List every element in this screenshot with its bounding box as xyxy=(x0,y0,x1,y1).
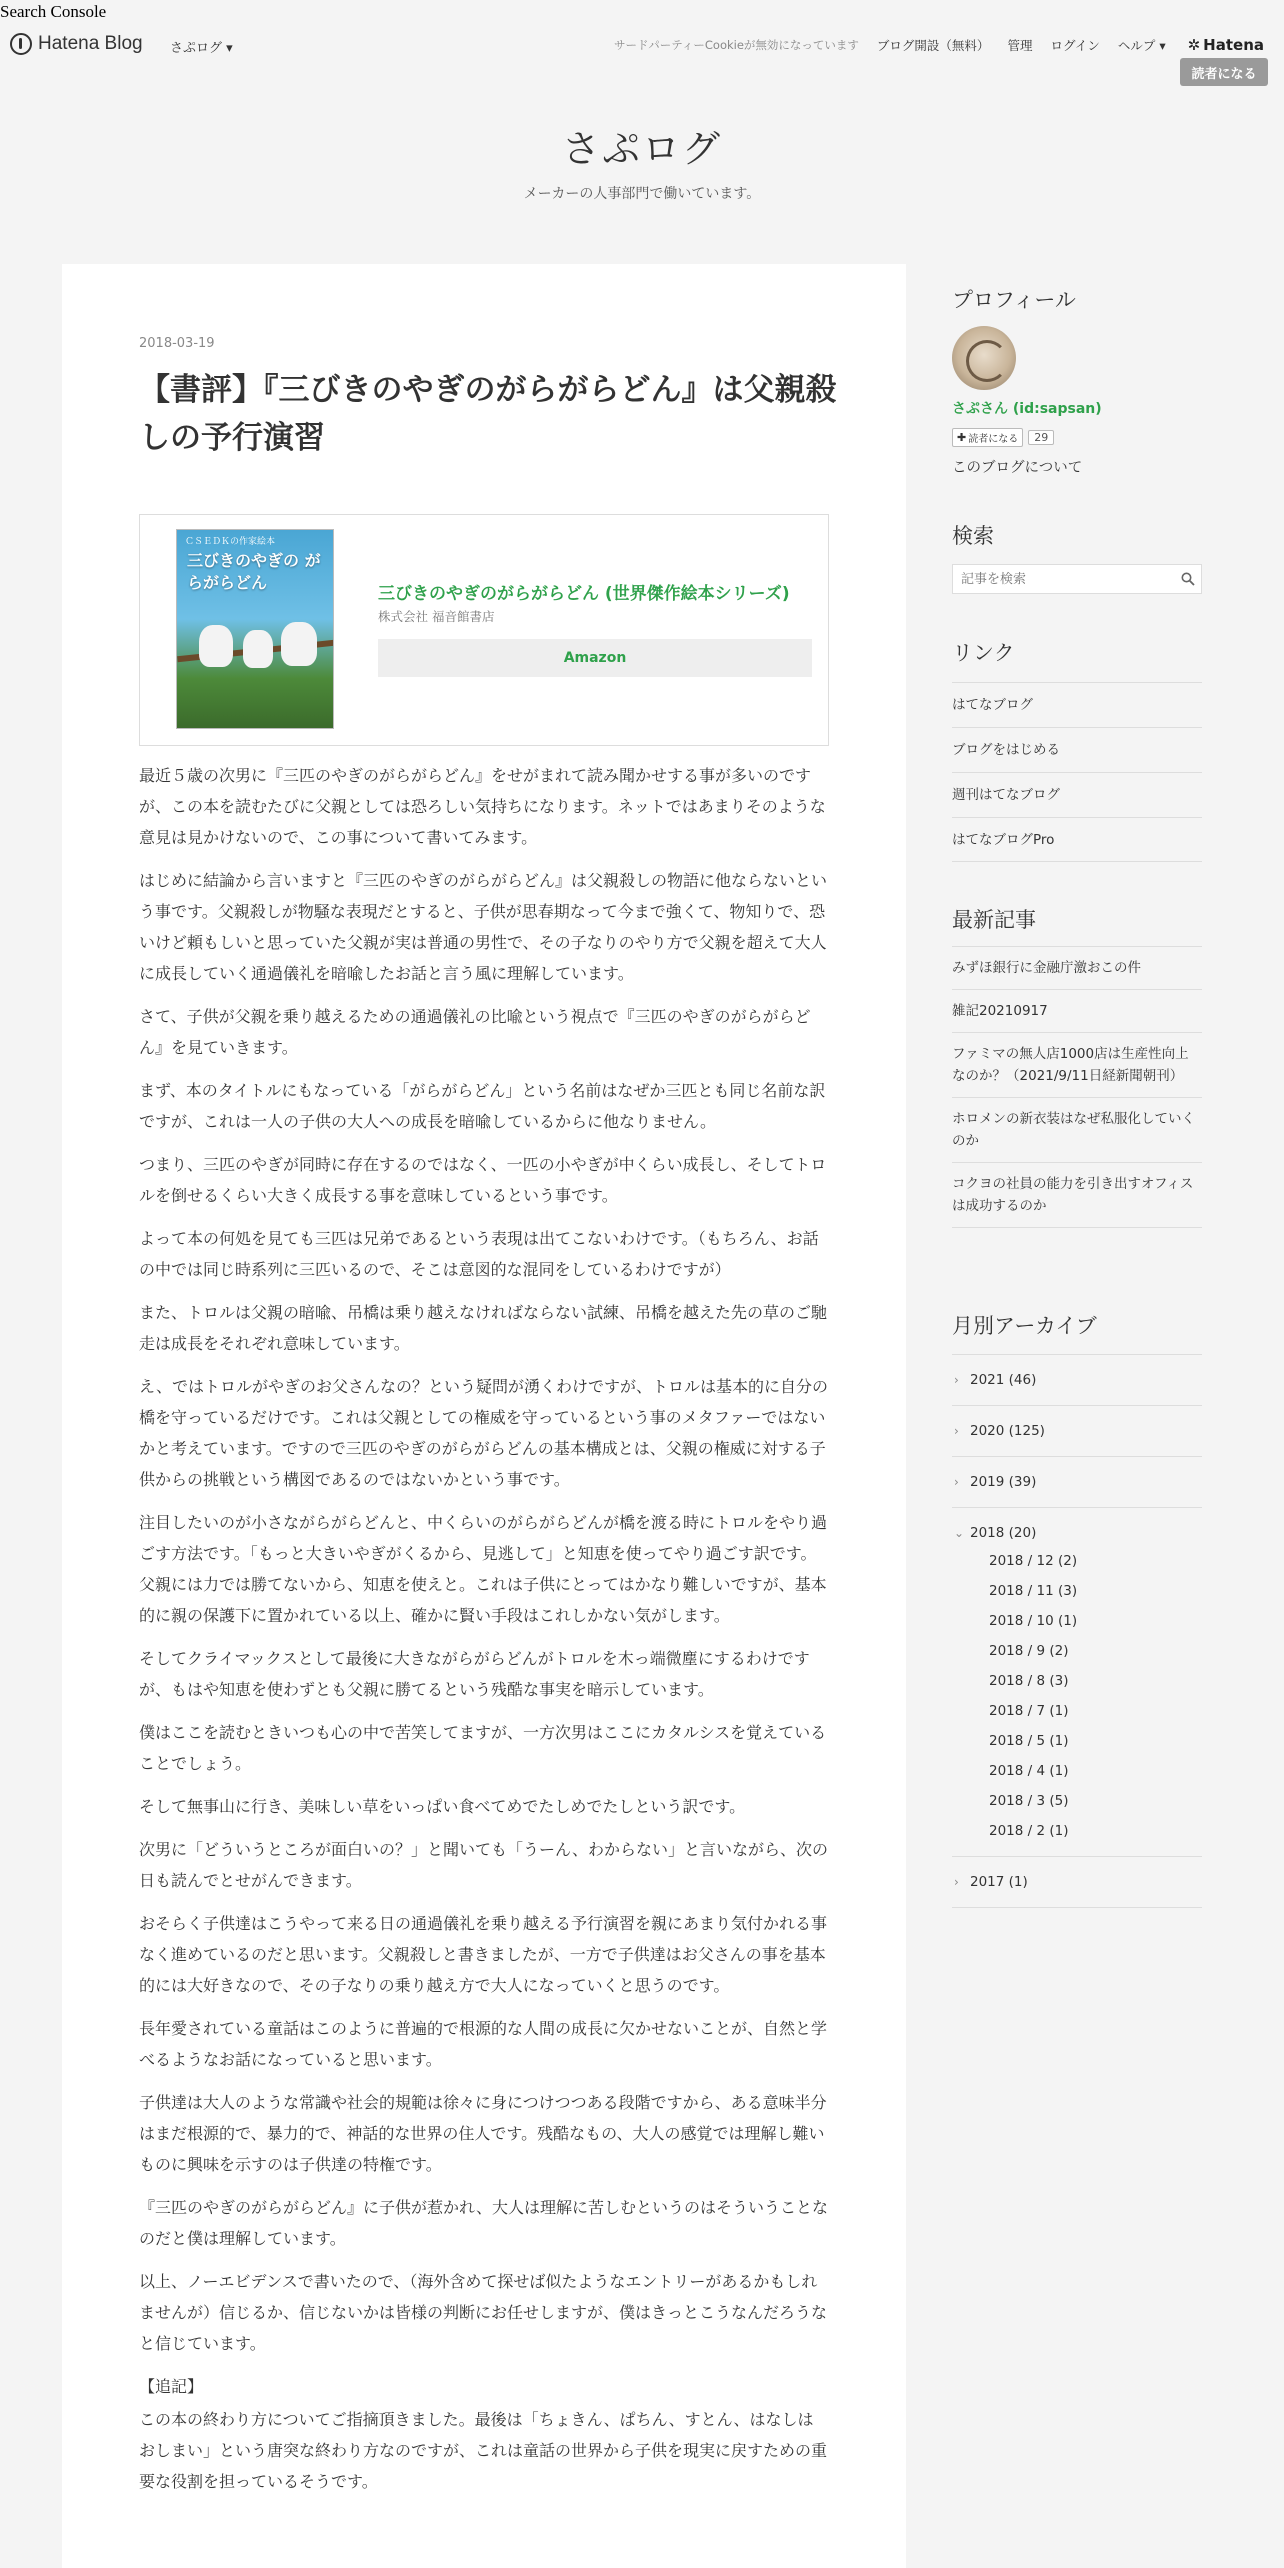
recent-post-link[interactable]: コクヨの社員の能力を引き出すオフィスは成功するのか xyxy=(952,1162,1202,1228)
archive-month-link[interactable]: 2018 / 2 (1) xyxy=(989,1823,1069,1839)
archive-month-link[interactable]: 2018 / 5 (1) xyxy=(989,1733,1069,1749)
cover-title: 三びきのやぎの がらがらどん xyxy=(187,551,321,592)
link-item[interactable]: はてなブログPro xyxy=(952,817,1202,862)
recent-posts-heading: 最新記事 xyxy=(952,908,1036,932)
blog-menu-dropdown[interactable]: さぷログ ▾ xyxy=(170,41,233,56)
links-list xyxy=(952,682,1202,862)
article-paragraph: はじめに結論から言いますと『三匹のやぎのがらがらどん』は父親殺しの物語に他ならないという事です。父親殺しが物騒な表現だとすると、子供が思春期なって今まで強くて、物知りで、恐いけど頼もしいと思っていた父親が実は普通の男性で、その子なりのやり方で父親を超えて大人に成長していく通過儀礼を暗喩したお話と言う風に理解しています。 xyxy=(139,871,828,983)
profile-name-link[interactable]: さぷさん (id:sapsan) xyxy=(952,401,1102,417)
archive-year-toggle[interactable] xyxy=(952,1355,1202,1405)
cover-series-label: ＣＳＥＤＫの作家絵本 xyxy=(185,537,276,547)
post-date[interactable]: 2018-03-19 xyxy=(139,336,215,351)
article-paragraph: え、ではトロルがやぎのお父さんなの？という疑問が湧くわけですが、トロルは基本的に自分の橋を守っているだけです。これは父親としての権威を守っているという事のメタファーではないかと考えています。ですので三匹のやぎのがらがらどんの基本構成とは、父親の権威に対する子供からの挑戦という構図であるのではないかという事です。 xyxy=(139,1377,828,1489)
addendum-paragraph: この本の終わり方についてご指摘頂きました。最後は「ちょきん、ぱちん、すとん、はなしはおしまい」という唐突な終わり方なのですが、これは童話の世界から子供を現実に戻すための重要な役割を担っているそうです。 xyxy=(139,2410,828,2491)
blog-title[interactable]: さぷログ xyxy=(561,127,722,171)
archive-year xyxy=(952,1405,1202,1456)
archive-year xyxy=(952,1507,1202,1856)
hatena-blog-logo[interactable] xyxy=(10,33,143,55)
recent-post-link[interactable]: みずほ銀行に金融庁激おこの件 xyxy=(952,946,1202,989)
recent-post-link[interactable]: 雑記20210917 xyxy=(952,989,1202,1032)
follow-button[interactable] xyxy=(952,428,1023,447)
archive-month-link[interactable]: 2018 / 11 (3) xyxy=(989,1583,1078,1599)
archive-month-link[interactable]: 2018 / 12 (2) xyxy=(989,1553,1078,1569)
follow-widget xyxy=(952,428,1054,447)
about-blog-link[interactable]: このブログについて xyxy=(952,460,1083,476)
article-paragraph: 子供達は大人のような常識や社会的規範は徐々に身につけつつある段階ですから、ある意味半分はまだ根源的で、暴力的で、神話的な世界の住人です。残酷なもの、大人の感覚では理解し難いものに興味を示すのは子供達の特権です。 xyxy=(139,2093,827,2174)
archive-year-toggle[interactable] xyxy=(952,1457,1202,1507)
article-paragraph: 僕はここを読むときいつも心の中で苦笑してますが、一方次男はここにカタルシスを覚えていることでしょう。 xyxy=(139,1723,827,1773)
archive-year-toggle[interactable] xyxy=(952,1406,1202,1456)
cookie-notice[interactable]: サードパーティーCookieが無効になっています xyxy=(614,38,859,52)
article-paragraph: 長年愛されている童話はこのように普遍的で根源的な人間の成長に欠かせないことが、自然と学べるようなお話になっていると思います。 xyxy=(139,2019,828,2069)
archive-year-label[interactable]: 2021 (46) xyxy=(970,1372,1037,1388)
amazon-button[interactable]: Amazon xyxy=(378,639,812,677)
article-paragraph: 『三匹のやぎのがらがらどん』に子供が惹かれ、大人は理解に苦しむというのはそういうことなのだと僕は理解しています。 xyxy=(139,2198,828,2248)
subscribe-button[interactable]: 読者になる xyxy=(1180,58,1268,86)
cover-goat-illustration xyxy=(199,625,233,667)
addendum-heading: 【追記】 xyxy=(139,2377,204,2396)
article-paragraph: まず、本のタイトルにもなっている「がらがらどん」という名前はなぜか三匹とも同じ名前な訳ですが、これは一人の子供の大人への成長を暗喩しているからに他なりません。 xyxy=(139,1081,826,1131)
chevron-right-icon: › xyxy=(954,1373,959,1387)
cover-goat-illustration xyxy=(281,622,317,666)
archive-month-link[interactable]: 2018 / 10 (1) xyxy=(989,1613,1078,1629)
recent-post-link[interactable]: ファミマの無人店1000店は生産性向上なのか？（2021/9/11日経新聞朝刊） xyxy=(952,1032,1202,1097)
top-navigation-bar xyxy=(0,26,1284,64)
link-item[interactable]: 週刊はてなブログ xyxy=(952,772,1202,817)
cover-goat-illustration xyxy=(243,630,273,668)
article-paragraph: 注目したいのが小さながらがらどんと、中くらいのがらがらどんが橋を渡る時にトロルをやり過ごす方法です。「もっと大きいやぎがくるから、見逃して」と知恵を使ってやり過ごす訳です。父親には力では勝てないから、知恵を使えと。これは子供にとってはかなり難しいですが、基本的に親の保護下に置かれている以上、確かに賢い手段はこれしかない気がします。 xyxy=(139,1513,828,1625)
nav-help-dropdown[interactable]: ヘルプ ▾ xyxy=(1117,38,1166,53)
archive-month-link[interactable]: 2018 / 3 (5) xyxy=(989,1793,1069,1809)
hatena-brand-label: Hatena xyxy=(1203,36,1264,54)
archive-year xyxy=(952,1456,1202,1507)
global-nav xyxy=(614,36,1264,54)
profile-heading: プロフィール xyxy=(952,288,1076,312)
post-title[interactable]: 【書評】『三びきのやぎのがらがらどん』は父親殺しの予行演習 xyxy=(139,372,837,456)
link-item[interactable]: ブログをはじめる xyxy=(952,727,1202,772)
search-input[interactable] xyxy=(953,565,1175,593)
archive-month-link[interactable]: 2018 / 8 (3) xyxy=(989,1673,1069,1689)
nav-open-blog[interactable]: ブログ開設（無料） xyxy=(876,38,990,53)
blog-description: メーカーの人事部門で働いています。 xyxy=(523,186,761,202)
chevron-right-icon: › xyxy=(954,1475,959,1489)
article-body xyxy=(139,760,829,2509)
product-publisher: 株式会社 福音館書店 xyxy=(378,609,495,624)
hatena-logo-icon xyxy=(10,33,32,55)
archive-year-label[interactable]: 2019 (39) xyxy=(970,1474,1037,1490)
archive-heading: 月別アーカイブ xyxy=(952,1314,1097,1338)
search-icon[interactable] xyxy=(1175,572,1201,586)
archive-month-list xyxy=(952,1546,1202,1856)
follower-count[interactable]: 29 xyxy=(1028,430,1054,445)
search-heading: 検索 xyxy=(952,524,994,548)
chevron-down-icon: ⌄ xyxy=(954,1526,965,1540)
logo-text: Hatena Blog xyxy=(38,33,143,54)
link-item[interactable]: はてなブログ xyxy=(952,682,1202,727)
hatena-brand-link[interactable] xyxy=(1188,36,1264,54)
article-paragraph: 次男に「どういうところが面白いの？」と聞いても「うーん、わからない」と言いながら、次の日も読んでとせがんできます。 xyxy=(139,1840,828,1890)
recent-post-link[interactable]: ホロメンの新衣装はなぜ私服化していくのか xyxy=(952,1097,1202,1162)
hatena-star-icon: ✲ xyxy=(1187,36,1201,54)
avatar[interactable] xyxy=(952,326,1016,390)
links-heading: リンク xyxy=(952,641,1015,665)
archive-month-link[interactable]: 2018 / 7 (1) xyxy=(989,1703,1069,1719)
archive-year xyxy=(952,1354,1202,1405)
article-paragraph: つまり、三匹のやぎが同時に存在するのではなく、一匹の小やぎが中くらい成長し、そしてトロルを倒せるくらい大きく成長する事を意味しているという事です。 xyxy=(139,1155,827,1205)
archive-month-link[interactable]: 2018 / 4 (1) xyxy=(989,1763,1069,1779)
archive-year-label[interactable]: 2020 (125) xyxy=(970,1423,1045,1439)
archive-year-label[interactable]: 2018 (20) xyxy=(970,1525,1037,1541)
archive-month-link[interactable]: 2018 / 9 (2) xyxy=(989,1643,1069,1659)
search-form xyxy=(952,564,1202,594)
archive-year xyxy=(952,1856,1202,1908)
article-paragraph: また、トロルは父親の暗喩、吊橋は乗り越えなければならない試練、吊橋を越えた先の草のご馳走は成長をそれぞれ意味しています。 xyxy=(139,1303,828,1353)
product-card xyxy=(139,514,829,746)
article-paragraph: 最近５歳の次男に『三匹のやぎのがらがらどん』をせがまれて読み聞かせする事が多いのですが、この本を読むたびに父親としては恐ろしい気持ちになります。ネットではあまりそのような意見は見かけないので、この事について書いてみます。 xyxy=(139,766,826,847)
chevron-right-icon: › xyxy=(954,1424,959,1438)
chevron-right-icon: › xyxy=(954,1875,959,1889)
archive-list xyxy=(952,1354,1202,1908)
archive-year-label[interactable]: 2017 (1) xyxy=(970,1874,1028,1890)
article-paragraph: 以上、ノーエビデンスで書いたので、（海外含めて探せば似たようなエントリーがあるかもしれませんが）信じるか、信じないかは皆様の判断にお任せしますが、僕はきっとこうなんだろうなと信じています。 xyxy=(139,2272,828,2353)
nav-login[interactable]: ログイン xyxy=(1050,38,1100,53)
article-paragraph: よって本の何処を見ても三匹は兄弟であるという表現は出てこないわけです。（もちろん、お話の中では同じ時系列に三匹いるので、そこは意図的な混同をしているわけですが） xyxy=(139,1229,819,1279)
window-title: Search Console xyxy=(0,2,107,21)
book-cover-image[interactable] xyxy=(176,529,334,729)
product-name-link[interactable]: 三びきのやぎのがらがらどん (世界傑作絵本シリーズ) xyxy=(378,584,790,604)
plus-icon: ✚ xyxy=(957,431,967,444)
archive-year-toggle[interactable] xyxy=(952,1857,1202,1907)
recent-posts-list xyxy=(952,946,1202,1228)
article-paragraph: おそらく子供達はこうやって来る日の通過儀礼を乗り越える予行演習を親にあまり気付かれる事なく進めているのだと思います。父親殺しと書きましたが、一方で子供達はお父さんの事を基本的には大好きなので、その子なりの乗り越え方で大人になっていくと思うのです。 xyxy=(139,1914,828,1995)
article-paragraph: そしてクライマックスとして最後に大きながらがらどんがトロルを木っ端微塵にするわけですが、もはや知恵を使わずとも父親に勝てるという残酷な事実を暗示しています。 xyxy=(139,1649,810,1699)
article-paragraph: さて、子供が父親を乗り越えるための通過儀礼の比喩という視点で『三匹のやぎのがらがらどん』を見ていきます。 xyxy=(139,1007,811,1057)
article-container xyxy=(62,264,906,2568)
nav-admin[interactable]: 管理 xyxy=(1007,38,1033,53)
article-paragraph: そして無事山に行き、美味しい草をいっぱい食べてめでたしめでたしという訳です。 xyxy=(139,1797,746,1816)
follow-button-label: 読者になる xyxy=(968,434,1019,445)
